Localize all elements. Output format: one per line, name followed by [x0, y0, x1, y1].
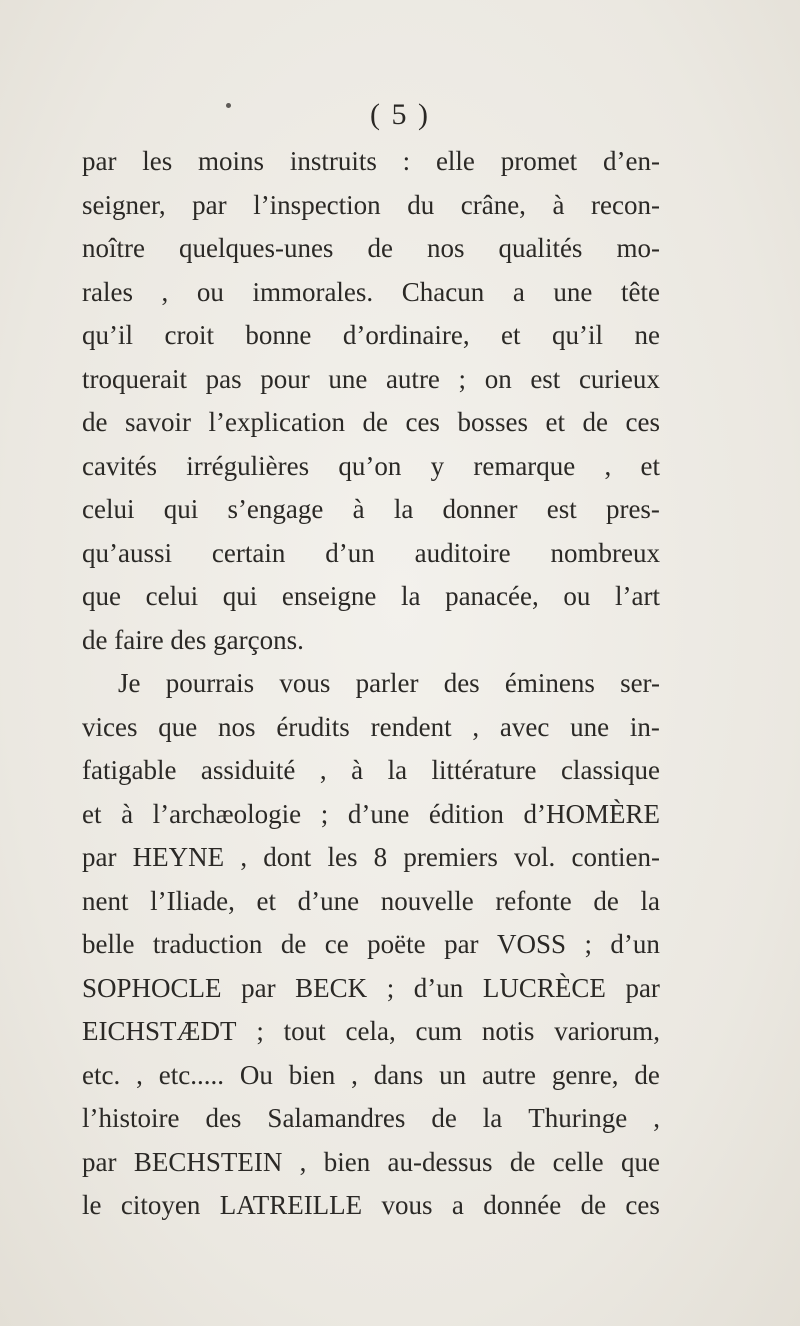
text-line: cavités irrégulières qu’on y remarque , et: [82, 450, 660, 481]
text-line: celui qui s’engage à la donner est pres-: [82, 494, 660, 524]
text-line: qu’il croit bonne d’ordinaire, et qu’il ne: [82, 320, 660, 350]
text-line: l’histoire des Salamandres de la Thuringe ,: [82, 1103, 660, 1133]
text-line: noître quelques-unes de nos qualités mo-: [82, 233, 660, 263]
text-line: vices que nos érudits rendent , avec une in-: [82, 711, 660, 742]
text-line: troquerait pas pour une autre ; on est curieux: [82, 363, 660, 394]
text-line: etc. , etc..... Ou bien , dans un autre genre, de: [82, 1059, 660, 1090]
text-line: belle traduction de ce poëte par VOSS ; d’un: [82, 929, 660, 959]
text-line: par les moins instruits : elle promet d’en-: [82, 146, 660, 176]
text-line: et à l’archæologie ; d’une édition d’HOMÈRE: [82, 798, 660, 829]
text-line: que celui qui enseigne la panacée, ou l’art: [82, 581, 660, 611]
page-number: ( 5 ): [370, 98, 430, 131]
body-text: [82, 140, 660, 1228]
text-line: nent l’Iliade, et d’une nouvelle refonte de la: [82, 885, 660, 916]
text-line: fatigable assiduité , à la littérature classique: [82, 755, 660, 785]
text-line: le citoyen LATREILLE vous a donnée de ces: [82, 1190, 660, 1220]
text-line: par BECHSTEIN , bien au-dessus de celle que: [82, 1146, 660, 1177]
text-line: rales , ou immorales. Chacun a une tête: [82, 276, 660, 307]
text-line: SOPHOCLE par BECK ; d’un LUCRÈCE par: [82, 972, 660, 1003]
text-line: Je pourrais vous parler des éminens ser-: [118, 668, 660, 698]
text-line: de faire des garçons.: [82, 624, 304, 655]
text-line: de savoir l’explication de ces bosses et de ces: [82, 407, 660, 437]
text-line: qu’aussi certain d’un auditoire nombreux: [82, 537, 660, 568]
text-line: EICHSTÆDT ; tout cela, cum notis variorum,: [82, 1016, 660, 1046]
text-line: par HEYNE , dont les 8 premiers vol. contien-: [82, 842, 660, 872]
text-line: seigner, par l’inspection du crâne, à recon-: [82, 189, 660, 220]
